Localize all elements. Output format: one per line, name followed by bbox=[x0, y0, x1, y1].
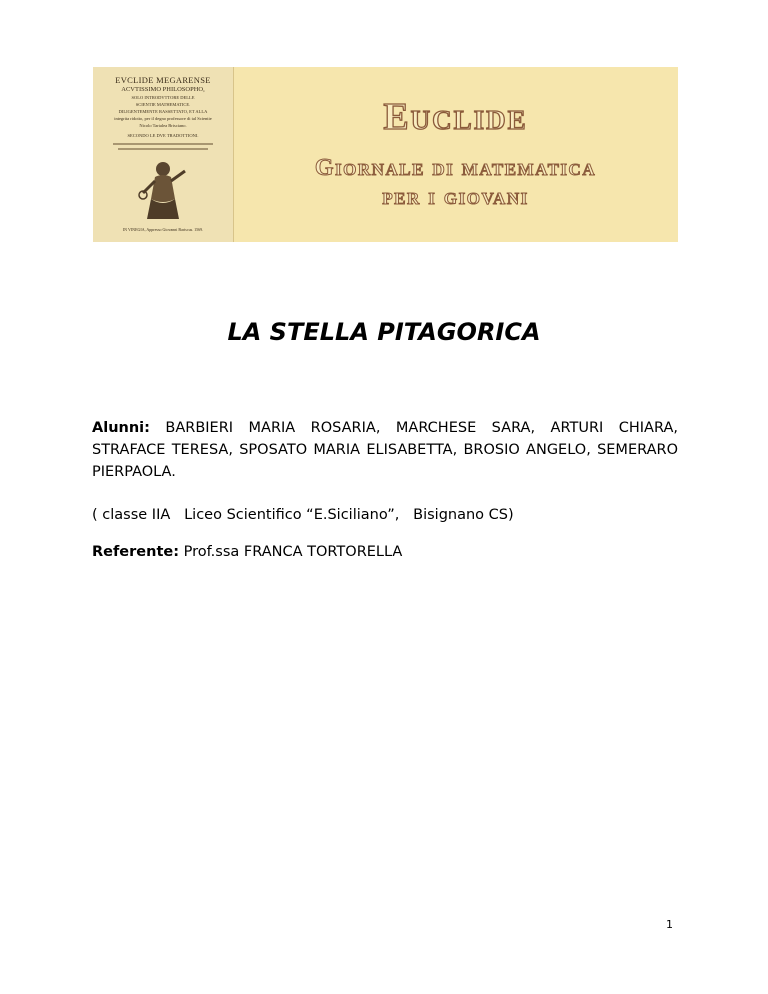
cover-text-line: DILIGENTEMENTE RASSETTATO, ET ALLA bbox=[118, 109, 208, 114]
referent-paragraph bbox=[92, 541, 678, 563]
students-label: Alunni: bbox=[92, 420, 150, 436]
cover-text-line: Nicolo Tartalea Brisciano. bbox=[139, 123, 187, 128]
cover-text-line: SECONDO LE DVE TRADOTTIONI. bbox=[127, 133, 199, 138]
allegorical-figure-icon bbox=[137, 159, 189, 221]
book-cover-image bbox=[93, 67, 234, 242]
students-paragraph bbox=[92, 417, 678, 483]
cover-text-bar bbox=[118, 148, 208, 150]
page-number: 1 bbox=[666, 918, 673, 931]
cover-text-line: integrita ridotto, per il degno professore di tal Scientie bbox=[114, 116, 212, 121]
students-list: BARBIERI MARIA ROSARIA, MARCHESE SARA, ARTURI CHIARA, STRAFACE TERESA, SPOSATO MARIA ELISABETTA, BROSIO ANGELO, SEMERARO PIERPAOLA. bbox=[92, 420, 678, 480]
journal-title: Euclide bbox=[383, 96, 528, 138]
referent-name: Prof.ssa FRANCA TORTORELLA bbox=[179, 544, 403, 560]
cover-footer-text: IN VINEGIA, Appresso Giovanni Bariscus. 1569. bbox=[122, 227, 204, 232]
class-info: ( classe IIA Liceo Scientifico “E.Siciliano”, Bisignano CS) bbox=[92, 507, 514, 523]
cover-text-line: SCIENTIE MATHEMATICE. bbox=[135, 102, 191, 107]
cover-text-bar bbox=[113, 143, 213, 145]
cover-text-line: SOLO INTRODVTTORE DELLE bbox=[131, 95, 195, 100]
cover-text-line: ACVTISSIMO PHILOSOPHO, bbox=[121, 86, 205, 93]
referent-label: Referente: bbox=[92, 544, 180, 560]
journal-subtitle-line1: Giornale di matematica bbox=[314, 155, 597, 181]
header-banner bbox=[93, 67, 678, 242]
document-title: LA STELLA PITAGORICA bbox=[227, 318, 541, 346]
journal-subtitle-line2: per i giovani bbox=[382, 184, 529, 210]
cover-text-line: EVCLIDE MEGARENSE bbox=[115, 75, 211, 85]
